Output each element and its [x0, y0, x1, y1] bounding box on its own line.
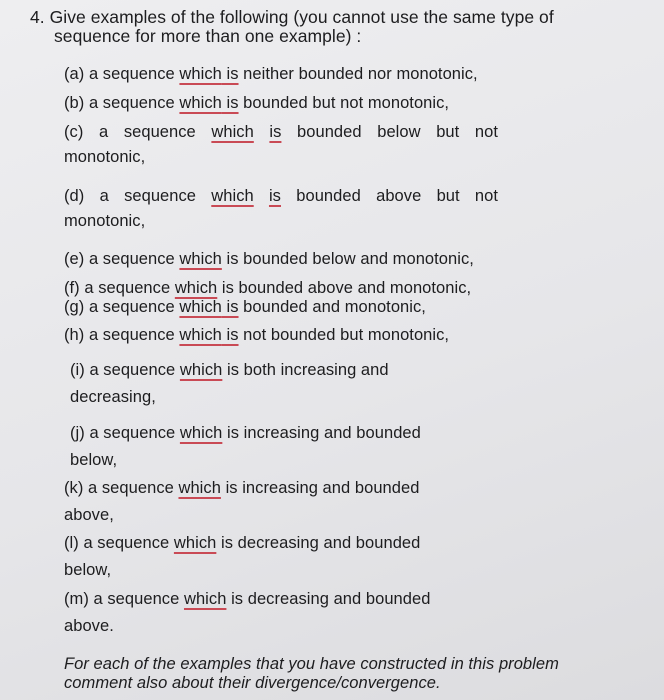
item-d: (d) a sequence which is bounded above but not — [64, 187, 498, 205]
item-k-line2: above, — [64, 506, 114, 524]
item-h: (h) a sequence which is not bounded but monotonic, — [64, 326, 450, 344]
which-underline: which — [173, 534, 217, 552]
question-title-text: Give examples of the following (you cannot use the same type of — [49, 7, 554, 27]
which-is-underline: which is — [179, 298, 239, 316]
item-j-line2: below, — [70, 451, 118, 469]
question-number: 4. — [30, 7, 45, 27]
item-j: (j) a sequence which is increasing and bounded — [70, 424, 421, 442]
which-underline: which — [183, 590, 227, 608]
which-underline: which — [179, 361, 223, 379]
which-underline: which — [179, 250, 222, 268]
footer-line1: For each of the examples that you have constructed in this problem — [64, 655, 559, 673]
item-m: (m) a sequence which is decreasing and bounded — [64, 590, 431, 608]
question-title-line2: sequence for more than one example) : — [54, 26, 362, 46]
footer-line2: comment also about their divergence/convergence. — [64, 674, 441, 692]
item-k: (k) a sequence which is increasing and bounded — [64, 479, 420, 497]
item-g: (g) a sequence which is bounded and monotonic, — [64, 298, 426, 316]
which-underline: which — [211, 123, 254, 141]
item-l-line2: below, — [64, 561, 112, 579]
item-e: (e) a sequence which is bounded below and monotonic, — [64, 250, 474, 268]
item-l: (l) a sequence which is decreasing and bounded — [64, 534, 421, 552]
item-m-line2: above. — [64, 617, 114, 635]
which-underline: which — [178, 479, 221, 497]
item-d-line2: monotonic, — [64, 212, 146, 230]
which-underline: which — [174, 279, 218, 297]
item-c: (c) a sequence which is bounded below but not — [64, 123, 498, 141]
which-is-underline: which is — [179, 326, 239, 344]
item-i-line2: decreasing, — [70, 388, 156, 406]
item-b: (b) a sequence which is bounded but not monotonic, — [64, 94, 450, 112]
which-is-underline: which is — [179, 94, 239, 112]
question-title-line1 — [30, 7, 554, 27]
item-f: (f) a sequence which is bounded above and monotonic, — [64, 279, 472, 297]
which-is-underline: which is — [179, 65, 239, 83]
item-c-line2: monotonic, — [64, 148, 146, 166]
is-underline: is — [269, 123, 282, 141]
is-underline: is — [268, 187, 281, 205]
item-i: (i) a sequence which is both increasing and — [70, 361, 389, 379]
which-underline: which — [211, 187, 254, 205]
which-underline: which — [179, 424, 223, 442]
item-a: (a) a sequence which is neither bounded nor monotonic, — [64, 65, 478, 83]
